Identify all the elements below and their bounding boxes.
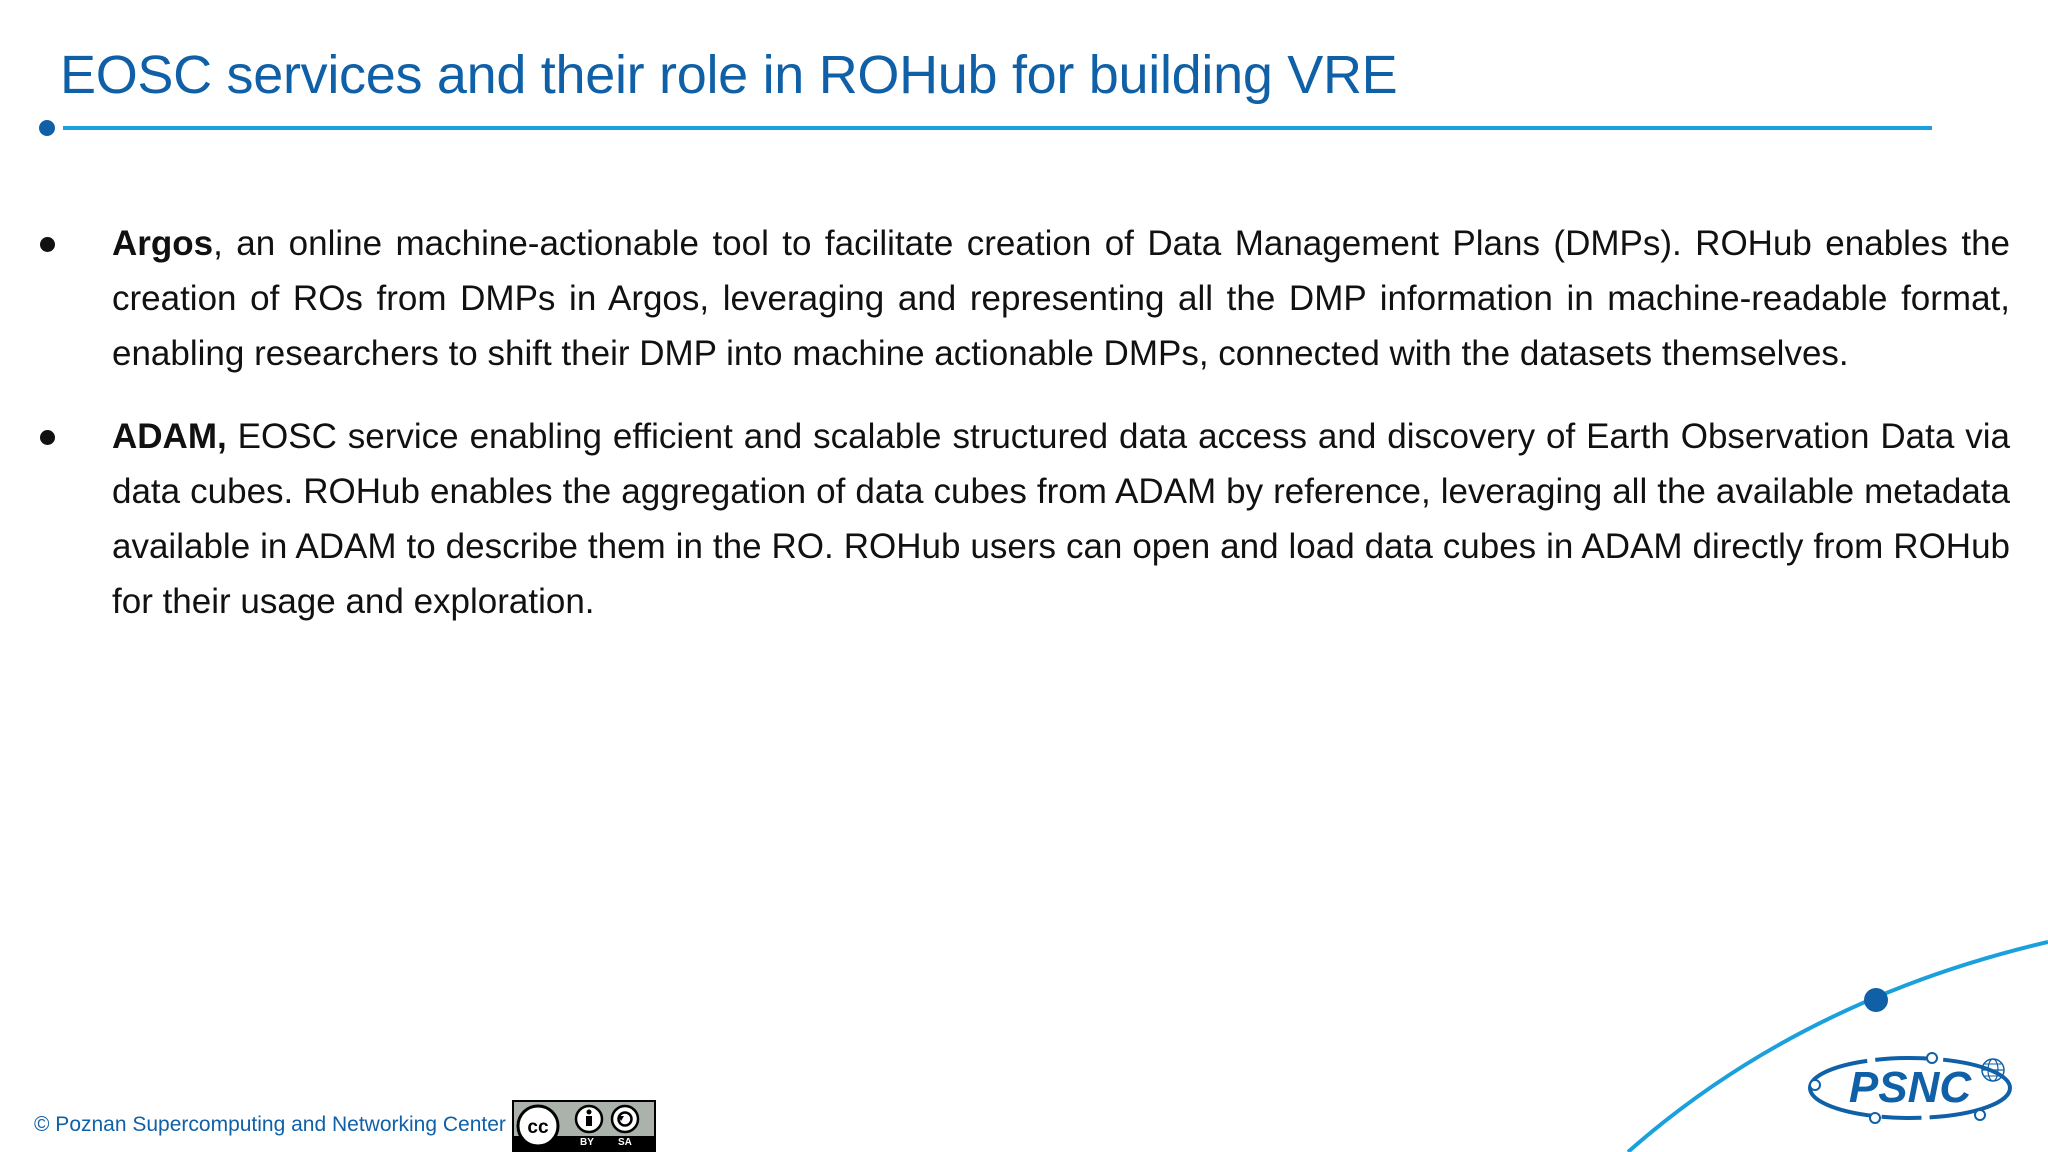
cc-sa-label: SA <box>618 1137 632 1148</box>
svg-text:cc: cc <box>527 1117 549 1138</box>
bullet-item-argos <box>40 216 2010 381</box>
by-icon <box>576 1106 602 1132</box>
slide-title: EOSC services and their role in ROHub for building VRE <box>60 45 1398 105</box>
cc-license-badge[interactable] <box>512 1100 656 1152</box>
bullet-dot-icon <box>40 237 55 252</box>
title-underline-dot <box>39 120 55 136</box>
bullet-term: ADAM, <box>112 417 227 456</box>
bullet-dot-icon <box>40 430 55 445</box>
bullet-list <box>40 216 2010 657</box>
bullet-text: EOSC service enabling efficient and scalable structured data access and discovery of Earth Observation Data via data cubes. ROHub enables the aggregation of data cubes from ADAM by reference, leveraging all the available metadata available in ADAM to describe them in the RO. ROHub users can open and load data cubes in ADAM directly from ROHub for their usage and exploration. <box>112 417 2010 621</box>
bullet-term: Argos <box>112 224 214 263</box>
cc-by-label: BY <box>580 1137 594 1148</box>
globe-icon <box>1982 1059 2004 1081</box>
copyright-notice: © Poznan Supercomputing and Networking Center <box>34 1113 506 1136</box>
bullet-item-adam <box>40 409 2010 629</box>
psnc-logo <box>1805 1045 2025 1125</box>
psnc-logo-text: PSNC <box>1848 1063 1972 1112</box>
bullet-text: , an online machine-actionable tool to facilitate creation of Data Management Plans (DMPs). ROHub enables the creation of ROs from DMPs in Argos, leveraging and representing all the DMP information in machine-readable format, enabling researchers to shift their DMP into machine actionable DMPs, connected with the datasets themselves. <box>112 224 2010 373</box>
sa-icon <box>612 1106 638 1132</box>
cc-icon <box>518 1106 558 1146</box>
corner-arc-dot <box>1864 988 1888 1012</box>
